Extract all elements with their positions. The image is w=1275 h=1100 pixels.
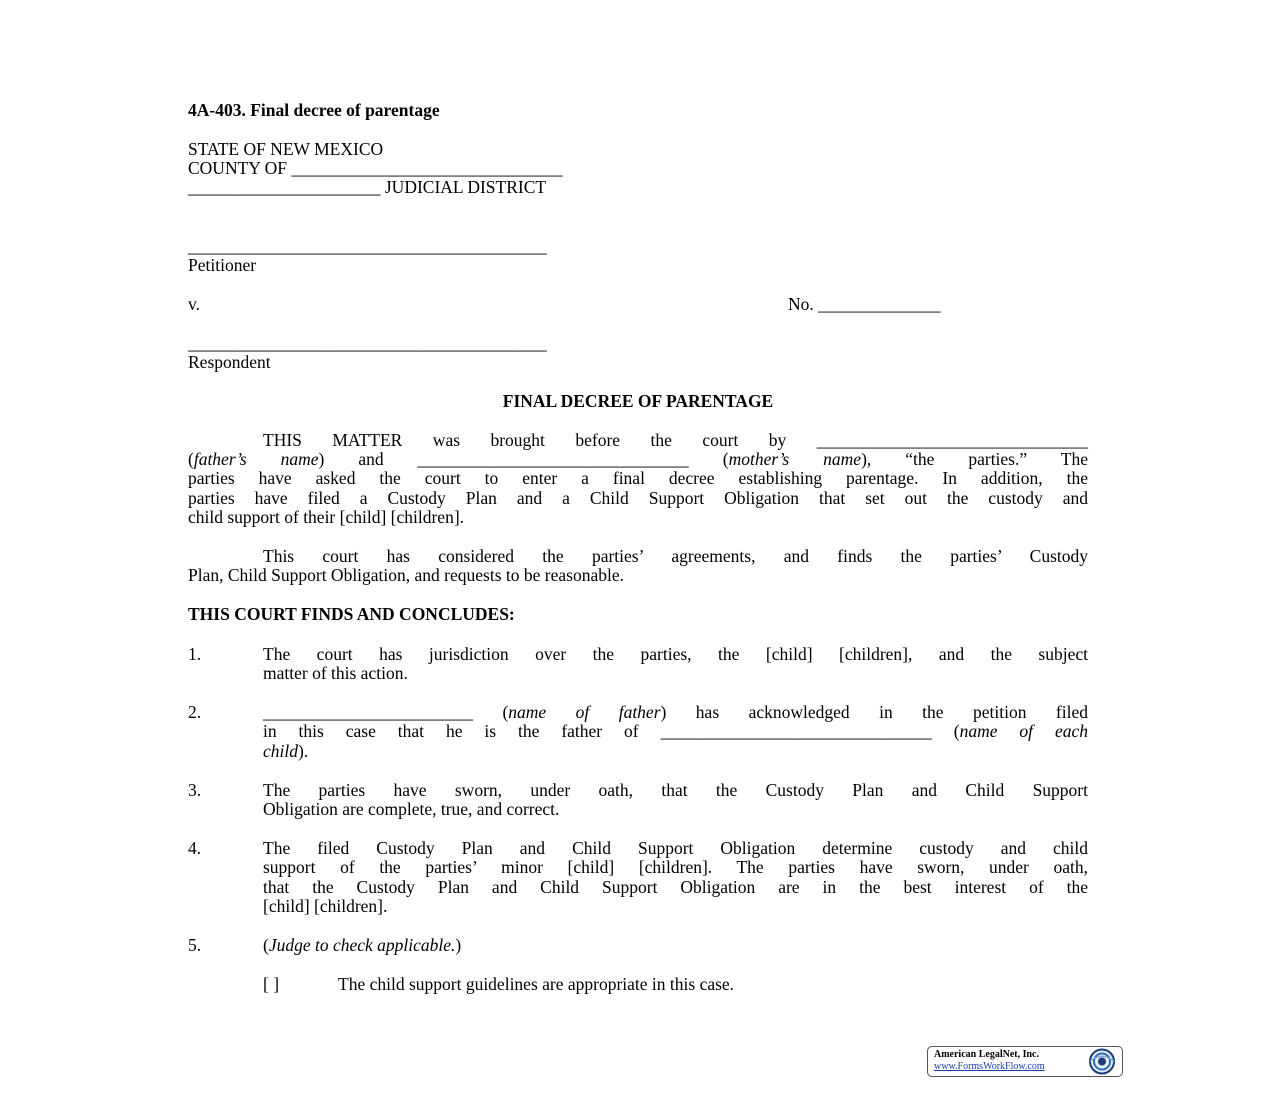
- para1-line2: (father’s name) and _______________________________ (mother’s name), “the parties.” The: [188, 449, 1088, 469]
- para1-line5: child support of their [child] [children].: [188, 507, 465, 527]
- american-legalnet-logo: [927, 1046, 1123, 1077]
- item-number-1: 1.: [188, 644, 202, 664]
- item2-line2: in this case that he is the father of _______________________________ (name of each: [263, 721, 1088, 741]
- respondent-label: Respondent: [188, 352, 271, 372]
- case-number: No. ______________: [788, 294, 941, 314]
- logo-url-link[interactable]: www.FormsWorkFlow.com: [934, 1061, 1045, 1072]
- para2-line1: This court has considered the parties’ agreements, and finds the parties’ Custody: [263, 546, 1088, 566]
- logo-company: American LegalNet, Inc.: [934, 1049, 1039, 1060]
- form-title: 4A-403. Final decree of parentage: [188, 100, 440, 120]
- item-number-4: 4.: [188, 838, 202, 858]
- item3-line2: Obligation are complete, true, and correct.: [263, 799, 560, 819]
- item-number-5: 5.: [188, 935, 202, 955]
- findings-heading: THIS COURT FINDS AND CONCLUDES:: [188, 604, 515, 624]
- item-number-2: 2.: [188, 702, 202, 722]
- para1-line3: parties have asked the court to enter a final decree establishing parentage. In addition, the: [188, 468, 1088, 488]
- item1-line2: matter of this action.: [263, 663, 408, 683]
- county-line: COUNTY OF _______________________________: [188, 158, 563, 178]
- item2-line1: ________________________ (name of father) has acknowledged in the petition filed: [263, 702, 1088, 722]
- globe-icon: [1084, 1047, 1120, 1076]
- item3-line1: The parties have sworn, under oath, that the Custody Plan and Child Support: [263, 780, 1088, 800]
- para1-line1: THIS MATTER was brought before the court by _______________________________: [263, 430, 1088, 450]
- item4-line4: [child] [children].: [263, 896, 388, 916]
- item4-line2: support of the parties’ minor [child] [children]. The parties have sworn, under oath,: [263, 857, 1088, 877]
- item4-line1: The filed Custody Plan and Child Support Obligation determine custody and child: [263, 838, 1088, 858]
- item1-line1: The court has jurisdiction over the parties, the [child] [children], and the subject: [263, 644, 1088, 664]
- item5-instruction: (Judge to check applicable.): [263, 935, 462, 955]
- petitioner-blank: _________________________________________: [188, 236, 547, 256]
- document-title: FINAL DECREE OF PARENTAGE: [502, 391, 774, 411]
- item4-line3: that the Custody Plan and Child Support Obligation are in the best interest of the: [263, 877, 1088, 897]
- versus: v.: [188, 294, 200, 314]
- item-number-3: 3.: [188, 780, 202, 800]
- district-line: ______________________ JUDICIAL DISTRICT: [188, 177, 547, 197]
- guidelines-checkbox[interactable]: [ ]: [263, 974, 280, 994]
- guidelines-text: The child support guidelines are appropriate in this case.: [338, 974, 735, 994]
- state-line: STATE OF NEW MEXICO: [188, 139, 384, 159]
- para1-line4: parties have filed a Custody Plan and a Child Support Obligation that set out the custody and: [188, 488, 1088, 508]
- para2-line2: Plan, Child Support Obligation, and requests to be reasonable.: [188, 565, 624, 585]
- respondent-blank: _________________________________________: [188, 333, 547, 353]
- petitioner-label: Petitioner: [188, 255, 257, 275]
- item2-line3: child).: [263, 741, 309, 761]
